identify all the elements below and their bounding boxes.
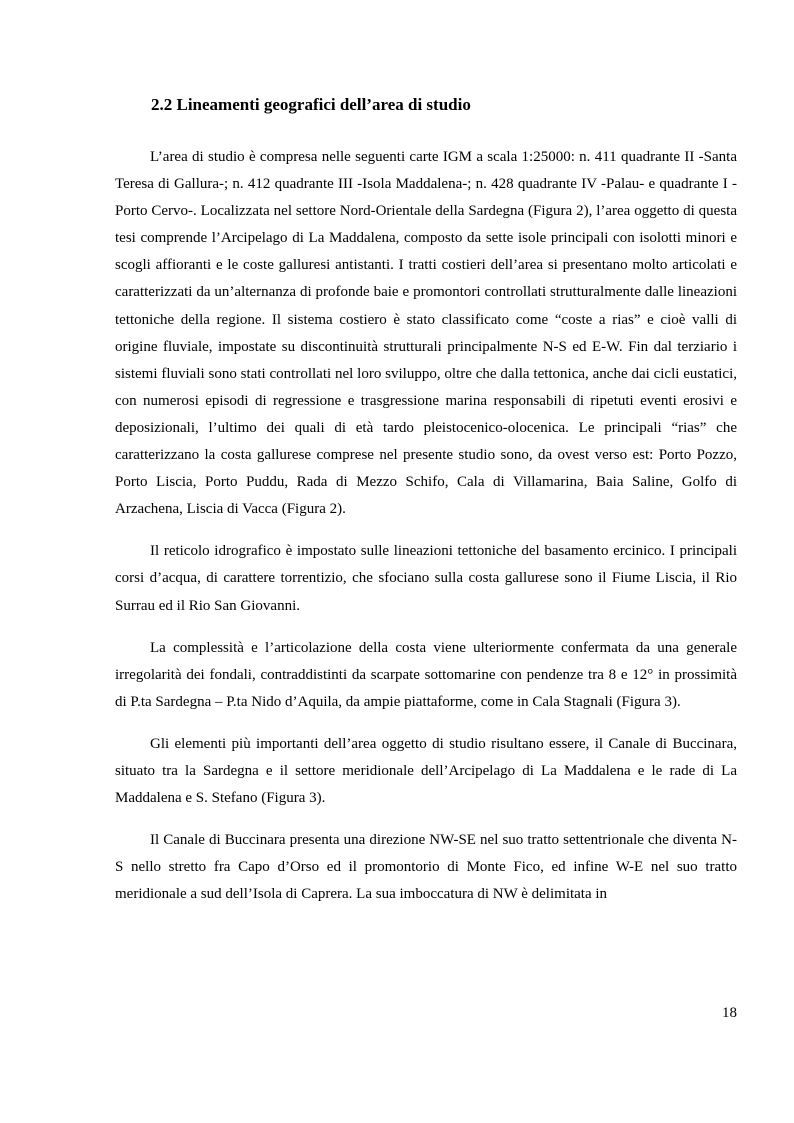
paragraph-main-elements: Gli elementi più importanti dell’area oggetto di studio risultano essere, il Canale di Buccinara, situato tra la Sardegna e il settore meridionale dell’Arcipelago di La Maddalena e le rade di La Maddalena e S. Stefano (Figura 3).	[115, 735, 737, 807]
section-heading: 2.2 Lineamenti geografici dell’area di studio	[151, 95, 471, 114]
paragraph-buccinara-channel: Il Canale di Buccinara presenta una direzione NW-SE nel suo tratto settentrionale che diventa N-S nello stretto fra Capo d’Orso ed il promontorio di Monte Fico, ed infine W-E nel suo tratto meridionale a sud dell’Isola di Caprera. La sua imboccatura di NW è delimitata in	[115, 832, 737, 903]
paragraph-hydrography: Il reticolo idrografico è impostato sulle lineazioni tettoniche del basamento ercinico. I principali corsi d’acqua, di carattere torrentizio, che sfociano sulla costa gallurese sono il Fiume Liscia, il Rio Surrau ed il Rio San Giovanni.	[115, 543, 737, 614]
body-text	[115, 144, 737, 923]
paragraph-seafloor: La complessità e l’articolazione della costa viene ulteriormente confermata da una generale irregolarità dei fondali, contraddistinti da scarpate sottomarine con pendenze tra 8 e 12° in prossimità di P.ta Sardegna – P.ta Nido d’Aquila, da ampie piattaforme, come in Cala Stagnali (Figura 3).	[115, 639, 737, 710]
paragraph-study-area: L’area di studio è compresa nelle seguenti carte IGM a scala 1:25000: n. 411 quadrante II -Santa Teresa di Gallura-; n. 412 quadrante III -Isola Maddalena-; n. 428 quadrante IV -Palau- e quadrante I -Porto Cervo-. Localizzata nel settore Nord-Orientale della Sardegna (Figura 2), l’area oggetto di questa tesi comprende l’Arcipelago di La Maddalena, composto da sette isole principali con isolotti minori e scogli affioranti e le coste galluresi antistanti. I tratti costieri dell’area si presentano molto articolati e caratterizzati da un’alternanza di profonde baie e promontori controllati strutturalmente dalle lineazioni tettoniche della regione. Il sistema costiero è stato classificato come “coste a rias” e cioè valli di origine fluviale, impostate su discontinuità strutturali principalmente N-S ed E-W. Fin dal terziario i sistemi fluviali sono stati controllati nel loro sviluppo, oltre che dalla tettonica, anche dai cicli eustatici, con numerosi episodi di regressione e trasgressione marina responsabili di ripetuti eventi erosivi e deposizionali, l’ultimo dei quali di età tardo pleistocenico-olocenica. Le principali “rias” che caratterizzano la costa gallurese comprese nel presente studio sono, da ovest verso est: Porto Pozzo, Porto Liscia, Porto Puddu, Rada di Mezzo Schifo, Cala di Villamarina, Baia Saline, Golfo di Arzachena, Liscia di Vacca (Figura 2).	[115, 149, 737, 518]
page-number: 18	[722, 1005, 737, 1021]
